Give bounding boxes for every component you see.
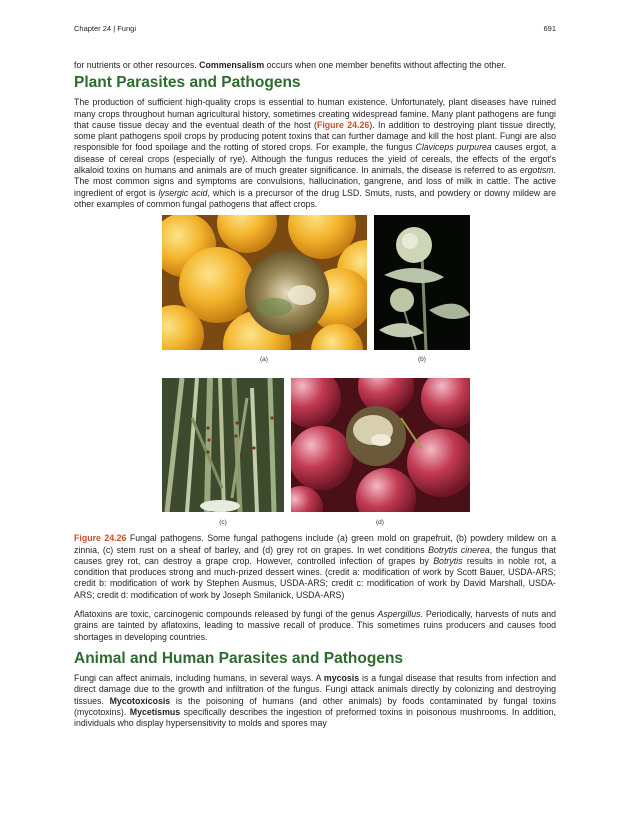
panel-label-c: (c) (219, 519, 227, 527)
page-content (74, 60, 556, 729)
paragraph-text: is the poisoning of humans (and other animals) by foods contaminated by fungal toxins (mycotoxins). (74, 695, 556, 717)
figure-24-26-link[interactable]: Figure 24.26 (316, 119, 370, 130)
paragraph-text: is a fungal disease that results from infection and direct damage due to the growth and infiltration of the fungus. Fungi attack animals directly by colonizing and destroying tissues. (74, 672, 556, 706)
photo-barley-stem-rust (162, 378, 284, 512)
panel-label-d: (d) (376, 519, 384, 527)
paragraph-text: specifically describes the ingestion of preformed toxins in poisonous mushrooms. In addition, individuals who display hypersensitivity to molds and spores may (74, 706, 556, 729)
figure-caption (74, 533, 556, 601)
term-ergotism: ergotism (519, 165, 554, 176)
intro-line (74, 60, 556, 71)
running-header (74, 24, 556, 36)
section-heading-animal-pathogens: Animal and Human Parasites and Pathogens (74, 649, 404, 667)
term-commensalism: Commensalism (199, 60, 265, 70)
intro-text: for nutrients or other resources. (74, 60, 200, 70)
genus-aspergillus: Aspergillus (377, 609, 421, 620)
paragraph-text: . Periodically, harvests of nuts and grains are tainted by aflatoxins, leading to massive recall of produce. This sometimes ruins producers and causes food shortages in developing countries. (74, 609, 556, 642)
paragraph-text: , which is a precursor of the drug LSD. Smuts, rusts, and powdery or downy mildew are other examples of common fungal pathogens that affect crops. (74, 187, 556, 209)
species-botrytis: Botrytis (433, 555, 463, 566)
intro-text-end: occurs when one member benefits without affecting the other. (264, 60, 507, 70)
photo-grapes-grey-rot (291, 378, 470, 512)
chapter-label: Chapter 24 | Fungi (74, 24, 136, 33)
aflatoxin-paragraph (74, 609, 556, 643)
paragraph-text: The production of sufficient high-quality crops is essential to human existence. Unfortunately, plant diseases have ruined many crops throughout human agricultural history, sometimes creating widespread famine. Many plant pathogens are fungi that cause tissue decay and the eventual death of the host ( (74, 97, 556, 130)
species-botrytis-cinerea: Botrytis cinerea (428, 544, 490, 555)
term-mycosis: mycosis (323, 672, 360, 683)
caption-text: , the fungus that causes grey rot, can destroy a grape crop. However, controlled infection of grapes by (74, 544, 556, 566)
paragraph-text: . The most common signs and symptoms are convulsions, hallucination, gangrene, and loss of milk in cattle. The active ingredient of ergot is (74, 165, 556, 198)
caption-figure-number: Figure 24.26 (74, 533, 127, 544)
term-mycetismus: Mycetismus (129, 706, 181, 717)
photo-zinnia-powdery-mildew (374, 215, 470, 350)
section-heading-plant-pathogens: Plant Parasites and Pathogens (74, 74, 301, 92)
animal-pathogens-paragraph (74, 673, 556, 729)
paragraph-text: causes ergot, a disease of cereal crops (especially of rye). Although the fungus reduces the yield of cereals, the effects of the ergot's alkaloid toxins on humans and animals are of much greater significance. In animals, the disease is referred to as (74, 142, 556, 176)
term-mycotoxicosis: Mycotoxicosis (109, 695, 171, 706)
caption-text: results in noble rot, a condition that produces strong and much-prized dessert wines. (credit a: modification of work by Scott Bauer, USDA-ARS; credit b: modification of work by Stephen Ausmus, USDA-ARS; credit c: modification of work by David Marshall, USDA-ARS; credit d: modification of work by Joseph Smilanick, USDA-ARS) (74, 555, 556, 600)
panel-label-a: (a) (260, 356, 268, 364)
paragraph-text: ). In addition to destroying plant tissue directly, some plant pathogens spoil crops by producing potent toxins that can further damage and kill the host plant. Fungi are also responsible for food spoilage and the rotting of stored crops. For example, the fungus (74, 119, 556, 153)
paragraph-text: Fungi can affect animals, including humans, in several ways. A (74, 672, 324, 683)
photo-grapefruit-green-mold (162, 215, 367, 350)
panel-label-b: (b) (418, 356, 426, 364)
paragraph-text: Aflatoxins are toxic, carcinogenic compounds released by fungi of the genus (74, 609, 378, 620)
figure-24-26 (74, 215, 556, 529)
term-lysergic-acid: lysergic acid (158, 187, 208, 198)
caption-text: Fungal pathogens. Some fungal pathogens include (a) green mold on grapefruit, (b) powdery mildew on a zinnia, (c) stem rust on a sheaf of barley, and (d) grey rot on grapes. In wet conditions (74, 533, 556, 555)
plant-pathogens-paragraph (74, 97, 556, 210)
page-number: 691 (543, 24, 556, 33)
species-claviceps: Claviceps purpurea (415, 142, 492, 153)
